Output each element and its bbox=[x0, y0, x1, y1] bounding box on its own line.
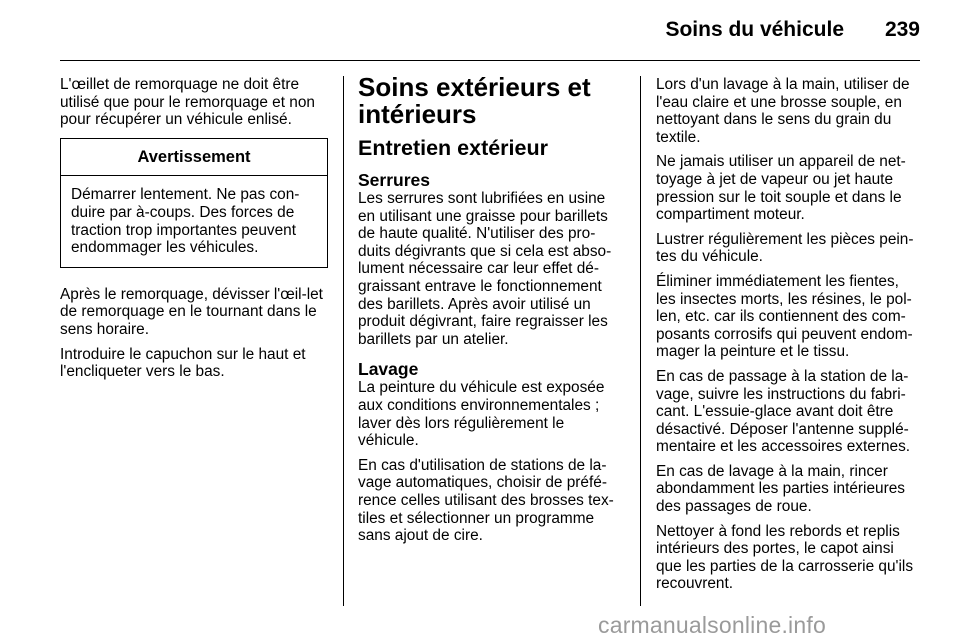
subsection-heading: Entretien extérieur bbox=[358, 136, 548, 160]
door-edges-paragraph: Nettoyer à fond les rebords et replis intérieurs des portes, le capot ainsi que les parties de la carrosserie qu'ils recouvrent. bbox=[656, 522, 914, 593]
cap-paragraph: Introduire le capuchon sur le haut et l'encliqueter vers le bas. bbox=[60, 345, 306, 381]
warning-title: Avertissement bbox=[61, 139, 327, 177]
column-left bbox=[60, 76, 328, 388]
polish-paragraph: Lustrer régulièrement les pièces pein-tes du véhicule. bbox=[656, 230, 914, 266]
column-divider-1 bbox=[343, 76, 344, 606]
page-number: 239 bbox=[884, 18, 920, 41]
rinse-wheel-arches-paragraph: En cas de lavage à la main, rincer abondamment les parties intérieures des passages de roue. bbox=[656, 462, 905, 516]
steam-cleaner-paragraph: Ne jamais utiliser un appareil de net-toyage à jet de vapeur ou jet haute pression sur le toit souple et dans le compartiment moteur. bbox=[656, 153, 906, 224]
warning-box bbox=[60, 138, 328, 268]
section-heading: Soins extérieurs et intérieurs bbox=[358, 72, 591, 129]
towing-eye-paragraph: L'œillet de remorquage ne doit être utilisé que pour le remorquage et non pour récupérer un véhicule enlisé. bbox=[60, 76, 315, 129]
column-middle bbox=[358, 72, 624, 552]
header-divider bbox=[60, 60, 920, 61]
watermark: carmanualsonline.info bbox=[598, 612, 826, 638]
after-towing-paragraph: Après le remorquage, dévisser l'œil-let de remorquage en le tournant dans le sens horaire. bbox=[60, 285, 323, 338]
hand-wash-paragraph: Lors d'un lavage à la main, utiliser de l'eau claire et une brosse souple, en nettoyant dans le sens du grain du textile. bbox=[656, 76, 910, 146]
column-divider-2 bbox=[640, 76, 641, 606]
washing-heading: Lavage bbox=[358, 359, 419, 380]
car-wash-station-paragraph: En cas de passage à la station de la-vage, suivre les instructions du fabri-cant. L'essuie-glace avant doit être désactivé. Déposer l'antenne supplé-mentaire et les accessoires externes. bbox=[656, 367, 911, 456]
warning-text: Démarrer lentement. Ne pas con-duire par à-coups. Des forces de traction trop importantes peuvent endommager les véhicules. bbox=[71, 186, 300, 257]
locks-heading: Serrures bbox=[358, 170, 430, 190]
washing-paragraph-2: En cas d'utilisation de stations de la-vage automatiques, choisir de préfé-rence celles utilisant des brosses tex-tiles et sélectionner un programme sans ajout de cire. bbox=[358, 456, 614, 545]
remove-dirt-paragraph: Éliminer immédiatement les fientes, les insectes morts, les résines, le pol-len, etc. car ils contiennent des com-posants corrosifs qui peuvent endom-mager la peinture et le tissu. bbox=[656, 272, 913, 361]
washing-paragraph-1: La peinture du véhicule est exposée aux conditions environnementales ; laver dès lors régulièrement le véhicule. bbox=[358, 379, 605, 450]
locks-paragraph: Les serrures sont lubrifiées en usine en utilisant une graisse pour barillets de haute qualité. N'utiliser des pro-duits dégivrants que si cela est abso-lument nécessaire car leur effet dé-graissant entrave le fonctionnement des barillets. Après avoir utilisé un produit dégivrant, faire regraisser les barillets par un atelier. bbox=[358, 190, 612, 348]
page-header-title: Soins du véhicule bbox=[665, 18, 844, 41]
column-right bbox=[656, 76, 922, 600]
